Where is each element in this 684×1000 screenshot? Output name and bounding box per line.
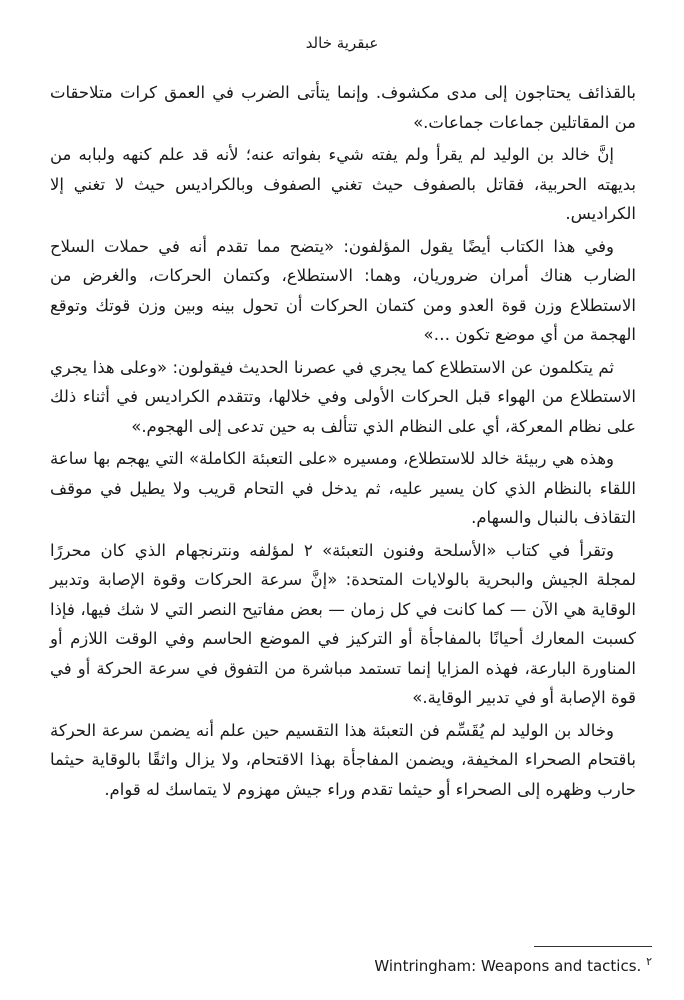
footnote-divider [534,946,652,947]
footnote-marker: ٢ [646,955,652,968]
footnote-text: Wintringham: Weapons and tactics. [374,957,642,975]
paragraph: وفي هذا الكتاب أيضًا يقول المؤلفون: «يتضح مما تقدم أنه في حملات السلاح الضارب هناك أمران ضروريان، وهما: الاستطلاع، وكتمان الحركات، والغرض من الاستطلاع وزن قوة العدو ومن كتمان الحركات أن تحول بينه وبين وزن قوتك وتوقع الهجمة من أي موضع تكون …» [50,236,636,344]
page-body [50,78,636,807]
running-header: عبقرية خالد [305,34,379,52]
paragraph-continuation: بالقذائف يحتاجون إلى مدى مكشوف. وإنما يتأتى الضرب في العمق كرات متلاحقات من المقاتلين جماعات جماعات.» [50,83,636,132]
paragraph: وتقرأ في كتاب «الأسلحة وفنون التعبئة» ٢ لمؤلفه ونترنجهام الذي كان محررًا لمجلة الجيش والبحرية بالولايات المتحدة: «إنَّ سرعة الحركات وقوة الإصابة وتدبير الوقاية هي الآن — كما كانت في كل زمان — بعض مفاتيح النصر التي لا شك فيها، فإذا كسبت المعارك أحيانًا بالمفاجأة أو التركيز في الموضع الحاسم وفي الوقت اللازم أو المناورة البارعة، فهذه المزايا إنما تستمد مباشرة من التفوق في سرعة الحركة أو في قوة الإصابة أو في تدبير الوقاية.» [50,540,636,707]
paragraph: وهذه هي ربيئة خالد للاستطلاع، ومسيره «على التعبئة الكاملة» التي يهجم بها ساعة اللقاء بالنظام الذي كان يسير عليه، ثم يدخل في التحام قريب ولا يطيل في موقف التقاذف بالنبال والسهام. [50,449,636,527]
footnote [374,955,652,975]
paragraph: وخالد بن الوليد لم يُقَسِّم فن التعبئة هذا التقسيم حين علم أنه يضمن سرعة الحركة باقتحام الصحراء المخيفة، ويضمن المفاجأة بهذا الاقتحام، ولا يزال واثقًا بالوقاية حيثما حارب وظهره إلى الصحراء أو حيثما تقدم وراء جيش مهزوم لا يتماسك له قوام. [50,720,636,799]
paragraph: ثم يتكلمون عن الاستطلاع كما يجري في عصرنا الحديث فيقولون: «وعلى هذا يجري الاستطلاع من الهواء قبل الحركات الأولى وفي خلالها، وتتقدم الكراديس في أثناء ذلك على نظام المعركة، أي على النظام الذي تتألف به حين تدعى إلى الهجوم.» [50,357,636,436]
paragraph: إنَّ خالد بن الوليد لم يقرأ ولم يفته شيء بفواته عنه؛ لأنه قد علم كنهه ولبابه من بديهته الحربية، فقاتل بالصفوف حيث تغني الصفوف وبالكراديس حيث لا تغني إلا الكراديس. [50,145,636,223]
